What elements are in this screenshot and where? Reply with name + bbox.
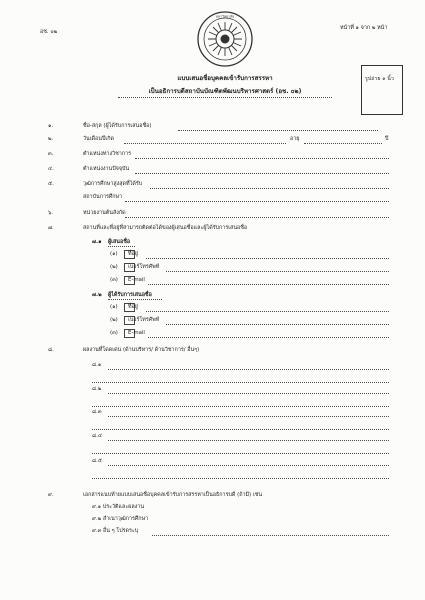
achievement-item-number: ๘.๕ bbox=[92, 458, 102, 464]
attachment-item-other: ๙.๓ อื่น ๆ โปรดระบุ bbox=[92, 528, 139, 534]
achievement-4-input-line[interactable] bbox=[108, 440, 389, 441]
achievement-3-input-line[interactable] bbox=[108, 416, 389, 417]
nominee-phone-label: เบอร์โทรศัพท์ bbox=[128, 317, 160, 323]
institution-input-line[interactable] bbox=[125, 201, 389, 202]
proposer-phone-label: เบอร์โทรศัพท์ bbox=[128, 264, 160, 270]
nominee-phone-input-line[interactable] bbox=[166, 324, 389, 325]
field-number: ๕. bbox=[48, 181, 54, 187]
field-label-name: ชื่อ-สกุล (ผู้ได้รับการเสนอชื่อ) bbox=[83, 123, 152, 129]
nominee-title-underline bbox=[108, 299, 162, 300]
age-input-line[interactable] bbox=[304, 143, 382, 144]
achievement-2-input-line-2[interactable] bbox=[92, 406, 389, 407]
achievement-1-input-line-2[interactable] bbox=[92, 382, 389, 383]
achievements-section-heading: ผลงานที่โดดเด่น (ด้านบริหาร/ ด้านวิชาการ/ อื่นๆ) bbox=[83, 347, 200, 353]
field-label-years: ปี bbox=[385, 136, 389, 142]
attachment-item-cv: ๙.๑ ประวัติและผลงาน bbox=[92, 504, 145, 510]
achievement-4-input-line-2[interactable] bbox=[92, 453, 389, 454]
contact-section-heading: สถานที่และที่อยู่ที่สามารถติดต่อได้ของผู้เสนอชื่อและผู้ได้รับการเสนอชื่อ bbox=[83, 225, 248, 231]
name-input-line[interactable] bbox=[178, 130, 378, 131]
item-number: (๓) bbox=[110, 330, 118, 336]
field-number: ๓. bbox=[48, 151, 54, 157]
current-position-input-line[interactable] bbox=[135, 173, 389, 174]
field-label-academic-position: ตำแหน่งทางวิชาการ bbox=[83, 151, 131, 157]
contact-group-code: ๗.๑ bbox=[92, 239, 102, 245]
field-number: ๔. bbox=[48, 166, 54, 172]
page-info: หน้าที่ ๑ จาก ๒ หน้า bbox=[340, 25, 388, 31]
field-number: ๑. bbox=[48, 123, 54, 129]
achievement-1-input-line[interactable] bbox=[108, 369, 389, 370]
item-number: (๓) bbox=[110, 277, 118, 283]
field-label-current-position: ตำแหน่งงานปัจจุบัน bbox=[83, 166, 130, 172]
proposer-title-underline bbox=[108, 246, 135, 247]
item-number: (๒) bbox=[110, 317, 118, 323]
attachment-item-degree: ๙.๒ สำเนาวุฒิการศึกษา bbox=[92, 516, 149, 522]
achievement-item-number: ๘.๓ bbox=[92, 409, 102, 415]
proposer-email-input-line[interactable] bbox=[148, 284, 389, 285]
attachment-other-input-line[interactable] bbox=[152, 535, 389, 536]
item-number: (๑) bbox=[110, 251, 118, 257]
affiliation-input-line[interactable] bbox=[125, 217, 389, 218]
achievement-5-input-line[interactable] bbox=[108, 465, 389, 466]
nominee-address-input-line[interactable] bbox=[146, 311, 389, 312]
nominee-email-input-line[interactable] bbox=[148, 337, 389, 338]
proposer-address-label: ที่อยู่ bbox=[128, 251, 138, 257]
field-label-highest-degree: วุฒิการศึกษาสูงสุดที่ได้รับ bbox=[83, 181, 143, 187]
field-number: ๒. bbox=[48, 136, 54, 142]
birthdate-input-line[interactable] bbox=[124, 143, 286, 144]
item-number: (๑) bbox=[110, 304, 118, 310]
achievement-item-number: ๘.๑ bbox=[92, 362, 102, 368]
form-title-line1: แบบเสนอชื่อบุคคลเข้ารับการสรรหา bbox=[177, 75, 273, 82]
proposer-email-label: E-mail bbox=[128, 277, 145, 283]
achievement-3-input-line-2[interactable] bbox=[92, 429, 389, 430]
achievement-item-number: ๘.๔ bbox=[92, 433, 102, 439]
form-code: อช. ๐๒ bbox=[40, 29, 58, 35]
item-number: (๒) bbox=[110, 264, 118, 270]
section-number: ๘. bbox=[48, 347, 54, 353]
achievement-item-number: ๘.๒ bbox=[92, 386, 102, 392]
proposer-phone-input-line[interactable] bbox=[166, 271, 389, 272]
academic-position-input-line[interactable] bbox=[135, 158, 389, 159]
field-label-age: อายุ bbox=[290, 136, 300, 142]
highest-degree-input-line[interactable] bbox=[150, 188, 389, 189]
nominee-email-label: E-mail bbox=[128, 330, 145, 336]
attachments-section-heading: เอกสารแนบท้ายแบบเสนอชื่อบุคคลเข้ารับการสรรหาเป็นอธิการบดี (ถ้ามี) เช่น bbox=[83, 492, 263, 498]
contact-group-title-nominee: ผู้ได้รับการเสนอชื่อ bbox=[108, 292, 152, 298]
section-number: ๗. bbox=[48, 225, 54, 231]
photo-box[interactable] bbox=[361, 65, 403, 115]
field-number: ๖. bbox=[48, 210, 54, 216]
field-label-institution: สถาบันการศึกษา bbox=[83, 194, 123, 200]
seal-text: มหาวิทยาลัย bbox=[215, 14, 235, 19]
section-number: ๙. bbox=[48, 492, 54, 498]
title-underline bbox=[118, 97, 332, 98]
achievement-5-input-line-2[interactable] bbox=[92, 478, 389, 479]
contact-group-code: ๗.๒ bbox=[92, 292, 102, 298]
contact-group-title-proposer: ผู้เสนอชื่อ bbox=[108, 239, 131, 245]
field-label-affiliation: หน่วยงานต้นสังกัด bbox=[83, 210, 126, 216]
form-title-line2: เป็นอธิการบดีสถาบันบัณฑิตพัฒนบริหารศาสตร์ (อช. ๐๒) bbox=[148, 88, 302, 95]
nominee-address-label: ที่อยู่ bbox=[128, 304, 138, 310]
proposer-address-input-line[interactable] bbox=[146, 258, 389, 259]
achievement-2-input-line[interactable] bbox=[108, 393, 389, 394]
photo-label: รูปถ่าย ๑ นิ้ว bbox=[365, 76, 394, 82]
field-label-birthdate: วันเดือนปีเกิด bbox=[83, 136, 115, 142]
institution-seal-icon bbox=[196, 10, 254, 68]
